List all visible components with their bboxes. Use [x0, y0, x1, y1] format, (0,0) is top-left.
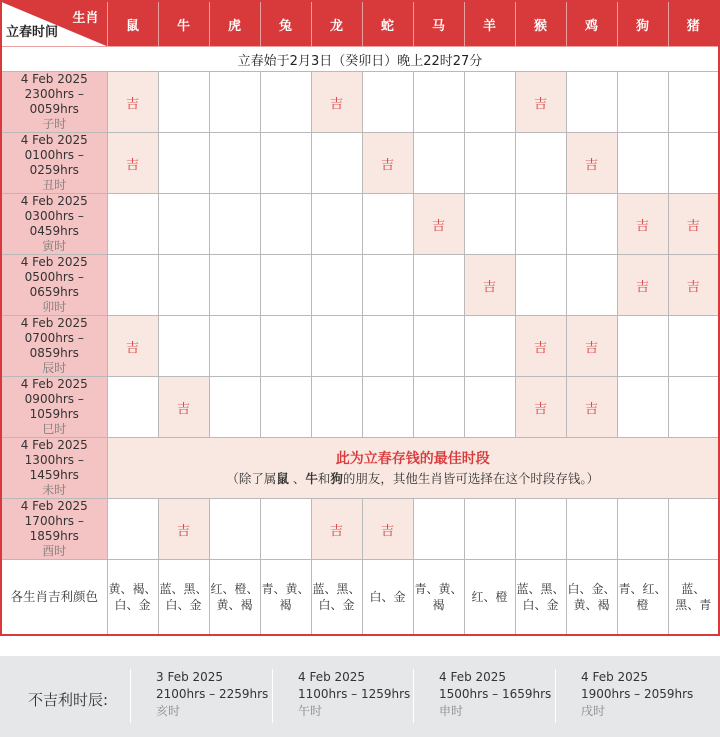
time-cell	[1, 194, 107, 255]
date-text: 4 Feb 2025	[581, 670, 649, 684]
time-cell	[1, 499, 107, 560]
date-text: 4 Feb 2025	[20, 194, 88, 208]
empty-cell	[311, 255, 362, 316]
shichen-text: 寅时	[42, 239, 67, 253]
empty-cell	[362, 194, 413, 255]
empty-cell	[668, 316, 719, 377]
time-range-text: 0100hrs – 0259hrs	[24, 148, 84, 177]
empty-cell	[158, 194, 209, 255]
auspicious-mark-cell: 吉	[158, 499, 209, 560]
lucky-colors-label: 各生肖吉利颜色	[1, 560, 107, 636]
empty-cell	[464, 72, 515, 133]
lucky-color-cell: 蓝、黑、白、金	[311, 560, 362, 636]
empty-cell	[413, 72, 464, 133]
auspicious-mark-cell: 吉	[158, 377, 209, 438]
empty-cell	[209, 133, 260, 194]
date-text: 4 Feb 2025	[20, 499, 88, 513]
banner-row	[1, 47, 719, 72]
table-row	[1, 255, 719, 316]
empty-cell	[617, 316, 668, 377]
empty-cell	[515, 499, 566, 560]
empty-cell	[260, 377, 311, 438]
empty-cell	[617, 133, 668, 194]
zodiac-header-9: 鸡	[566, 1, 617, 47]
empty-cell	[668, 377, 719, 438]
empty-cell	[515, 194, 566, 255]
best-period-title: 此为立春存钱的最佳时段	[335, 451, 490, 467]
time-cell	[1, 72, 107, 133]
time-range-text: 0500hrs – 0659hrs	[24, 270, 84, 299]
empty-cell	[311, 316, 362, 377]
empty-cell	[515, 255, 566, 316]
time-cell	[1, 377, 107, 438]
empty-cell	[362, 255, 413, 316]
note-part: 牛	[305, 471, 318, 486]
empty-cell	[413, 316, 464, 377]
empty-cell	[464, 316, 515, 377]
header-row	[1, 1, 719, 47]
empty-cell	[464, 377, 515, 438]
auspicious-mark-cell: 吉	[668, 255, 719, 316]
empty-cell	[260, 316, 311, 377]
empty-cell	[260, 499, 311, 560]
note-part: 的朋友，其他生肖皆可选择在这个时段存钱。）	[342, 471, 600, 486]
zodiac-header-5: 蛇	[362, 1, 413, 47]
table-row	[1, 438, 719, 499]
auspicious-mark-cell: 吉	[311, 72, 362, 133]
date-text: 4 Feb 2025	[20, 377, 88, 391]
shichen-text: 辰时	[42, 361, 67, 375]
unlucky-slot	[130, 669, 268, 723]
auspicious-mark-cell: 吉	[617, 255, 668, 316]
empty-cell	[668, 499, 719, 560]
best-period-note	[108, 469, 719, 487]
date-text: 4 Feb 2025	[20, 316, 88, 330]
date-text: 4 Feb 2025	[20, 133, 88, 147]
auspicious-mark-cell: 吉	[566, 316, 617, 377]
time-range-text: 1300hrs – 1459hrs	[24, 453, 84, 482]
empty-cell	[617, 377, 668, 438]
empty-cell	[566, 255, 617, 316]
empty-cell	[209, 316, 260, 377]
lucky-color-cell: 白、金	[362, 560, 413, 636]
shichen-text: 戌时	[581, 704, 606, 718]
time-range-text: 2300hrs – 0059hrs	[24, 87, 84, 116]
zodiac-header-6: 马	[413, 1, 464, 47]
lucky-color-cell: 青、黄、褐	[260, 560, 311, 636]
time-range-text: 1900hrs – 2059hrs	[581, 687, 694, 701]
time-range-text: 0900hrs – 1059hrs	[24, 392, 84, 421]
empty-cell	[107, 194, 158, 255]
shichen-text: 亥时	[156, 704, 181, 718]
empty-cell	[158, 72, 209, 133]
date-text: 3 Feb 2025	[156, 670, 224, 684]
empty-cell	[209, 194, 260, 255]
empty-cell	[464, 499, 515, 560]
zodiac-header-1: 牛	[158, 1, 209, 47]
empty-cell	[158, 255, 209, 316]
table-row	[1, 133, 719, 194]
zodiac-header-3: 兔	[260, 1, 311, 47]
auspicious-mark-cell: 吉	[362, 499, 413, 560]
zodiac-header-8: 猴	[515, 1, 566, 47]
note-part: 狗	[330, 471, 343, 486]
lucky-color-cell: 红、橙	[464, 560, 515, 636]
table-row	[1, 72, 719, 133]
auspicious-mark-cell: 吉	[464, 255, 515, 316]
auspicious-mark-cell: 吉	[413, 194, 464, 255]
empty-cell	[311, 133, 362, 194]
corner-header	[1, 1, 107, 47]
empty-cell	[311, 377, 362, 438]
unlucky-hours-label: 不吉利时辰:	[28, 691, 109, 709]
empty-cell	[209, 72, 260, 133]
empty-cell	[413, 255, 464, 316]
auspicious-mark-cell: 吉	[107, 316, 158, 377]
lucky-color-cell: 白、金、黄、褐	[566, 560, 617, 636]
empty-cell	[362, 72, 413, 133]
shichen-text: 子时	[42, 117, 67, 131]
shichen-text: 未时	[42, 483, 67, 497]
shichen-text: 丑时	[42, 178, 67, 192]
auspicious-mark-cell: 吉	[515, 72, 566, 133]
time-range-text: 1500hrs – 1659hrs	[439, 687, 552, 701]
time-range-text: 1100hrs – 1259hrs	[298, 687, 411, 701]
best-saving-period-cell	[107, 438, 719, 499]
empty-cell	[158, 316, 209, 377]
empty-cell	[260, 255, 311, 316]
empty-cell	[617, 499, 668, 560]
time-range-text: 0300hrs – 0459hrs	[24, 209, 84, 238]
date-text: 4 Feb 2025	[20, 255, 88, 269]
empty-cell	[413, 133, 464, 194]
empty-cell	[413, 499, 464, 560]
auspicious-mark-cell: 吉	[107, 72, 158, 133]
table-row	[1, 377, 719, 438]
note-part: 鼠	[276, 471, 289, 486]
date-text: 4 Feb 2025	[298, 670, 366, 684]
zodiac-header-0: 鼠	[107, 1, 158, 47]
time-range-text: 1700hrs – 1859hrs	[24, 514, 84, 543]
lucky-color-cell: 蓝、黑、白、金	[515, 560, 566, 636]
note-part: （除了属	[226, 471, 277, 486]
empty-cell	[617, 72, 668, 133]
lucky-colors-row	[1, 560, 719, 636]
empty-cell	[260, 133, 311, 194]
empty-cell	[413, 377, 464, 438]
empty-cell	[566, 499, 617, 560]
auspicious-mark-cell: 吉	[311, 499, 362, 560]
corner-zodiac-label: 生肖	[72, 11, 99, 26]
empty-cell	[566, 72, 617, 133]
empty-cell	[107, 255, 158, 316]
empty-cell	[668, 72, 719, 133]
empty-cell	[515, 133, 566, 194]
time-cell	[1, 438, 107, 499]
empty-cell	[668, 133, 719, 194]
unlucky-slot	[555, 669, 693, 723]
auspicious-mark-cell: 吉	[362, 133, 413, 194]
empty-cell	[209, 377, 260, 438]
empty-cell	[158, 133, 209, 194]
empty-cell	[260, 194, 311, 255]
time-cell	[1, 133, 107, 194]
table-row	[1, 499, 719, 560]
empty-cell	[566, 194, 617, 255]
unlucky-slot	[272, 669, 410, 723]
lucky-color-cell: 蓝、黑、青	[668, 560, 719, 636]
date-text: 4 Feb 2025	[439, 670, 507, 684]
date-text: 4 Feb 2025	[20, 438, 88, 452]
unlucky-hours-panel	[0, 656, 720, 737]
shichen-text: 申时	[439, 704, 464, 718]
empty-cell	[209, 255, 260, 316]
auspicious-mark-cell: 吉	[668, 194, 719, 255]
empty-cell	[464, 133, 515, 194]
zodiac-header-4: 龙	[311, 1, 362, 47]
shichen-text: 酉时	[42, 544, 67, 558]
lichun-start-banner: 立春始于2月3日（癸卯日）晚上22时27分	[1, 47, 719, 72]
auspicious-mark-cell: 吉	[515, 316, 566, 377]
lucky-color-cell: 蓝、黑、白、金	[158, 560, 209, 636]
lucky-color-cell: 黄、褐、白、金	[107, 560, 158, 636]
empty-cell	[362, 316, 413, 377]
lucky-color-cell: 青、红、橙	[617, 560, 668, 636]
time-range-text: 0700hrs – 0859hrs	[24, 331, 84, 360]
zodiac-header-11: 猪	[668, 1, 719, 47]
auspicious-mark-cell: 吉	[617, 194, 668, 255]
auspicious-mark-cell: 吉	[107, 133, 158, 194]
shichen-text: 巳时	[42, 422, 67, 436]
shichen-text: 卯时	[42, 300, 67, 314]
empty-cell	[464, 194, 515, 255]
auspicious-mark-cell: 吉	[515, 377, 566, 438]
time-cell	[1, 316, 107, 377]
empty-cell	[260, 72, 311, 133]
empty-cell	[311, 194, 362, 255]
auspicious-mark-cell: 吉	[566, 377, 617, 438]
lucky-color-cell: 青、黄、褐	[413, 560, 464, 636]
table-row	[1, 316, 719, 377]
empty-cell	[107, 499, 158, 560]
empty-cell	[107, 377, 158, 438]
zodiac-header-7: 羊	[464, 1, 515, 47]
table-row	[1, 194, 719, 255]
empty-cell	[209, 499, 260, 560]
note-part: 和	[317, 471, 331, 486]
zodiac-header-10: 狗	[617, 1, 668, 47]
unlucky-slot	[413, 669, 551, 723]
lucky-color-cell: 红、橙、黄、褐	[209, 560, 260, 636]
time-cell	[1, 255, 107, 316]
time-range-text: 2100hrs – 2259hrs	[156, 687, 269, 701]
shichen-text: 午时	[298, 704, 323, 718]
date-text: 4 Feb 2025	[20, 72, 88, 86]
corner-time-label: 立春时间	[6, 25, 59, 40]
empty-cell	[362, 377, 413, 438]
auspicious-mark-cell: 吉	[566, 133, 617, 194]
zodiac-header-2: 虎	[209, 1, 260, 47]
note-part: 、	[288, 471, 306, 486]
